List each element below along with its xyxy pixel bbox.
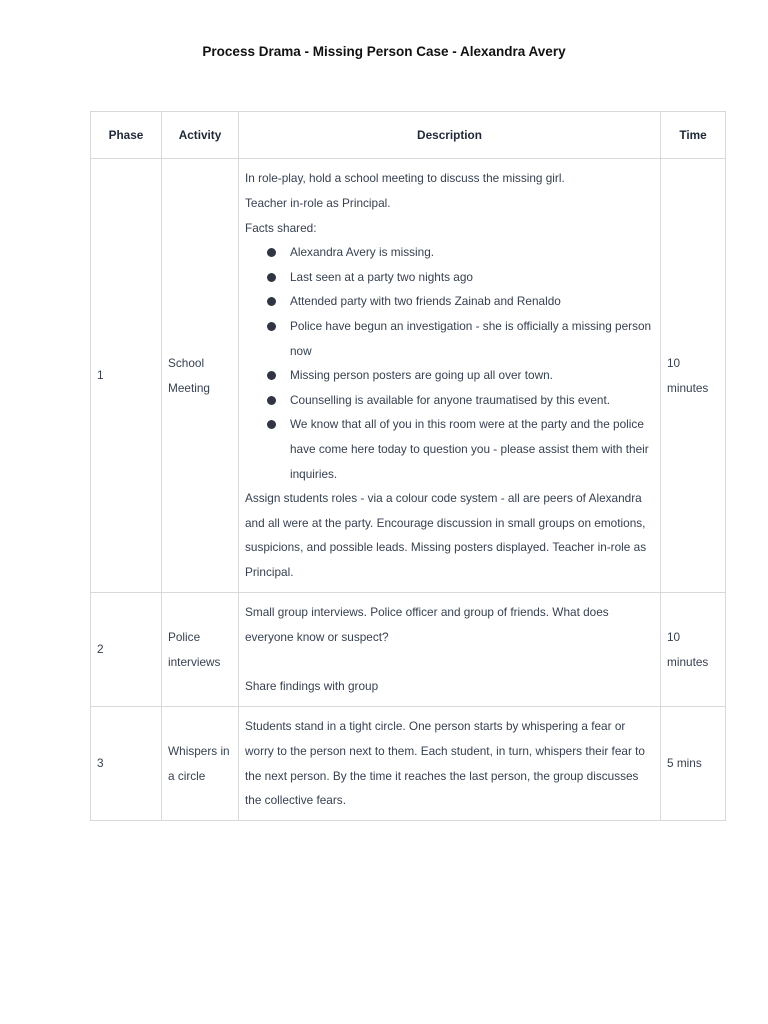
description-line: In role-play, hold a school meeting to discuss the missing girl. <box>245 171 565 186</box>
document-title: Process Drama - Missing Person Case - Alexandra Avery <box>202 44 566 59</box>
description-paragraph: Students stand in a tight circle. One person starts by whispering a fear or worry to the person next to them. Each student, in turn, whispers their fear to the next person. By the time it reaches the last person, the group discusses the collective fears. <box>245 719 645 808</box>
description-cell <box>239 593 661 707</box>
time-cell: 10 minutes <box>661 593 726 707</box>
header-activity: Activity <box>162 112 239 159</box>
list-item: Missing person posters are going up all over town. <box>290 363 654 388</box>
activity-table <box>90 111 726 821</box>
bullet-icon <box>267 248 276 257</box>
list-item: Counselling is available for anyone traumatised by this event. <box>290 388 654 413</box>
list-item: Last seen at a party two nights ago <box>290 265 654 290</box>
time-cell: 5 mins <box>661 707 726 821</box>
bullet-icon <box>267 322 276 331</box>
description-paragraph: Assign students roles - via a colour code system - all are peers of Alexandra and all were at the party. Encourage discussion in small groups on emotions, suspicions, and possible leads. Missing posters displayed. Teacher in-role as Principal. <box>245 491 647 579</box>
table-row <box>91 593 726 707</box>
table-row <box>91 707 726 821</box>
activity-cell: Whispers in a circle <box>162 707 239 821</box>
description-paragraph: Small group interviews. Police officer and group of friends. What does everyone know or suspect? <box>245 605 609 644</box>
header-phase: Phase <box>91 112 162 159</box>
time-cell: 10 minutes <box>661 159 726 593</box>
bullet-icon <box>267 420 276 429</box>
bullet-icon <box>267 297 276 306</box>
phase-cell: 1 <box>91 159 162 593</box>
activity-cell: School Meeting <box>162 159 239 593</box>
list-item: Alexandra Avery is missing. <box>290 240 654 265</box>
description-line: Facts shared: <box>245 220 317 235</box>
bullet-icon <box>267 371 276 380</box>
facts-list <box>245 240 654 486</box>
description-cell <box>239 707 661 821</box>
list-item: Attended party with two friends Zainab and Renaldo <box>290 289 654 314</box>
table-header-row <box>91 112 726 159</box>
description-cell <box>239 159 661 593</box>
header-description: Description <box>239 112 661 159</box>
description-paragraph: Share findings with group <box>245 679 379 694</box>
phase-cell: 2 <box>91 593 162 707</box>
table-row <box>91 159 726 593</box>
phase-cell: 3 <box>91 707 162 821</box>
bullet-icon <box>267 273 276 282</box>
bullet-icon <box>267 396 276 405</box>
list-item: We know that all of you in this room were at the party and the police have come here today to question you - please assist them with their inquiries. <box>290 412 654 486</box>
description-line: Teacher in-role as Principal. <box>245 196 391 211</box>
list-item: Police have begun an investigation - she is officially a missing person now <box>290 314 654 363</box>
activity-cell: Police interviews <box>162 593 239 707</box>
header-time: Time <box>661 112 726 159</box>
